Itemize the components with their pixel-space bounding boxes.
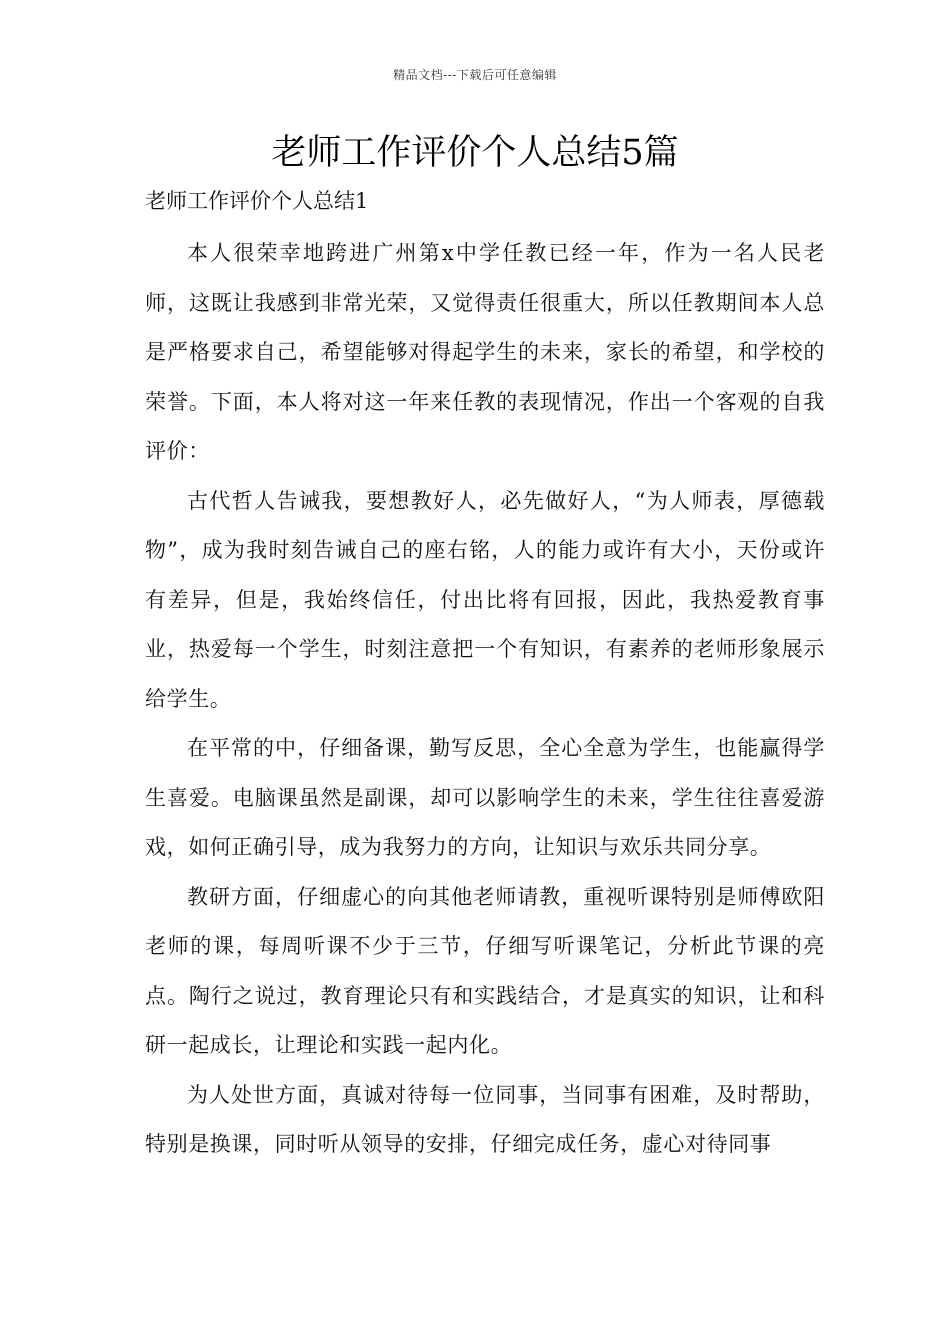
document-title: 老师工作评价个人总结5篇 — [271, 133, 679, 173]
paragraph: 为人处世方面，真诚对待每一位同事，当同事有困难，及时帮助，特别是换课，同时听从领导的安排，仔细完成任务，虚心对待同事 — [145, 1082, 825, 1156]
document-body — [145, 229, 825, 1170]
paragraph: 本人很荣幸地跨进广州第x中学任教已经一年，作为一名人民老师，这既让我感到非常光荣，又觉得责任很重大，所以任教期间本人总是严格要求自己，希望能够对得起学生的未来，家长的希望，和学校的荣誉。下面，本人将对这一年来任教的表现情况，作出一个客观的自我评价： — [145, 241, 825, 463]
paragraph: 在平常的中，仔细备课，勤写反思，全心全意为学生，也能赢得学生喜爱。电脑课虽然是副课，却可以影响学生的未来，学生往往喜爱游戏，如何正确引导，成为我努力的方向，让知识与欢乐共同分享。 — [145, 736, 825, 859]
paragraph: 古代哲人告诫我，要想教好人，必先做好人，“为人师表，厚德载物”，成为我时刻告诫自己的座右铭，人的能力或许有大小，天份或许有差异，但是，我始终信任，付出比将有回报，因此，我热爱教育事业，热爱每一个学生，时刻注意把一个有知识，有素养的老师形象展示给学生。 — [145, 488, 825, 711]
header-note: 精品文档---下载后可任意编辑 — [393, 68, 557, 82]
paragraph: 教研方面，仔细虚心的向其他老师请教，重视听课特别是师傅欧阳老师的课，每周听课不少于三节，仔细写听课笔记，分析此节课的亮点。陶行之说过，教育理论只有和实践结合，才是真实的知识，让和科研一起成长，让理论和实践一起内化。 — [145, 884, 825, 1057]
section-heading: 老师工作评价个人总结1 — [145, 189, 369, 213]
